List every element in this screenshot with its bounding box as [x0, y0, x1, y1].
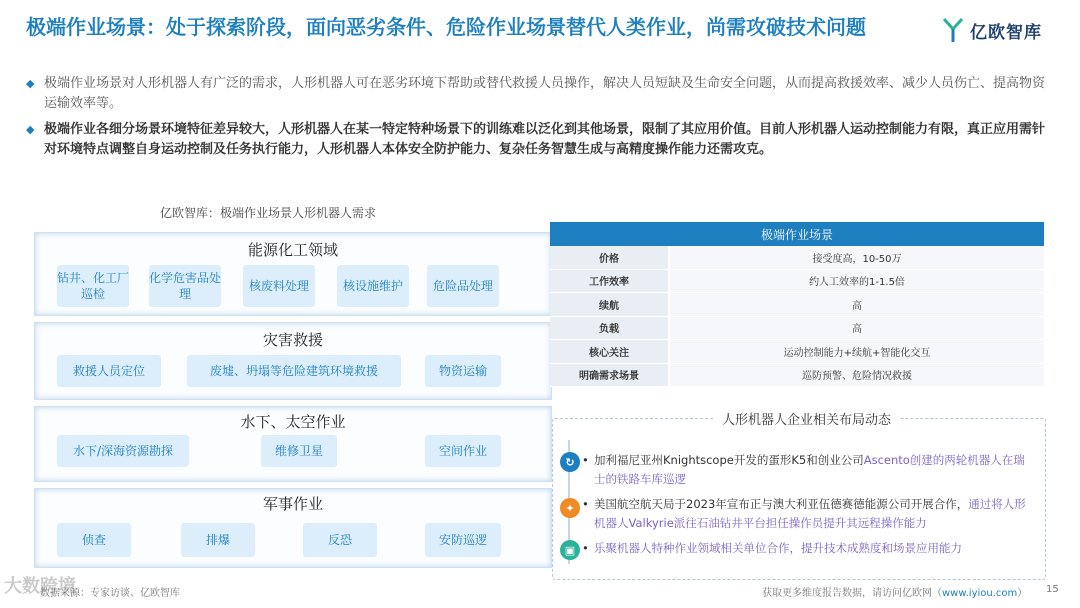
table-header-text: 极端作业场景 — [760, 227, 833, 242]
item-text: 加利福尼亚州Knightscope开发的蛋形K5和创业公司 — [594, 453, 864, 467]
brand-logo — [942, 16, 1042, 44]
item-highlight: 乐聚机器人特种作业领域相关单位合作，提升技术成熟度和场景应用能力 — [594, 541, 962, 555]
bullet-dot: • — [582, 541, 589, 555]
block-underwater-space — [34, 406, 552, 482]
chip: 排爆 — [181, 523, 255, 557]
chip: 水下/深海资源勘探 — [57, 435, 189, 467]
monitor-icon: ▣ — [560, 540, 580, 560]
row-value: 约人工效率的1-1.5倍 — [670, 270, 1044, 293]
refresh-icon: ↻ — [560, 452, 580, 472]
corner-watermark-logo: 大数跨境 — [4, 576, 76, 597]
bullet-dot: • — [582, 453, 589, 467]
bullet-item — [26, 74, 1056, 114]
footer-more-text: 获取更多维度报告数据，请访问亿欧网（ — [762, 588, 942, 599]
table-row — [550, 270, 1044, 294]
table-header — [550, 222, 1044, 246]
chip: 钻井、化工厂巡检 — [57, 265, 129, 307]
scenario-table — [550, 222, 1044, 387]
table-row — [550, 293, 1044, 317]
row-value: 高 — [670, 317, 1044, 340]
chip: 安防巡逻 — [425, 523, 501, 557]
lightbulb-icon: ✦ — [560, 498, 580, 518]
row-key: 续航 — [550, 293, 670, 316]
block-energy — [34, 232, 552, 316]
footer-close: ） — [1017, 588, 1028, 599]
bullet-dot: • — [582, 497, 589, 511]
summary-bullets — [26, 74, 1056, 166]
page-title: 极端作业场景：处于探索阶段，面向恶劣条件、危险作业场景替代人类作业，尚需攻破技术问题 — [26, 15, 866, 39]
bullet-text: 极端作业场景对人形机器人有广泛的需求，人形机器人可在恶劣环境下帮助或替代救援人员操作，解决人员短缺及生命安全问题，从而提高救援效率、减少人员伤亡、提高物资运输效率等。 — [44, 76, 1046, 111]
row-value: 巡防预警、危险情况救援 — [670, 364, 1044, 387]
block-title: 军事作业 — [262, 495, 323, 513]
left-panel-title: 亿欧智库：极端作业场景人形机器人需求 — [160, 206, 377, 220]
row-key: 负载 — [550, 317, 670, 340]
chip: 核设施维护 — [337, 265, 409, 307]
item-highlight: Ascento创建的两轮机器人在瑞士的铁路车库巡逻 — [594, 453, 1025, 486]
bullet-item — [26, 120, 1056, 160]
chip: 核废料处理 — [243, 265, 315, 307]
block-disaster — [34, 322, 552, 400]
table-row — [550, 246, 1044, 270]
block-title: 水下、太空作业 — [240, 413, 346, 431]
block-military — [34, 488, 552, 568]
dynamics-item — [582, 495, 1034, 533]
page-number: 15 — [1046, 584, 1059, 595]
logo-text: 亿欧智库 — [970, 22, 1042, 43]
chip: 物资运输 — [425, 355, 501, 387]
footer-source: 数据来源：专家访谈、亿欧智库 — [40, 588, 180, 599]
chip: 空间作业 — [425, 435, 501, 467]
block-title: 能源化工领域 — [247, 241, 338, 259]
block-title: 灾害救援 — [262, 331, 323, 349]
row-value: 运动控制能力+续航+智能化交互 — [670, 340, 1044, 363]
footer-more — [762, 584, 1027, 599]
row-value: 高 — [670, 293, 1044, 316]
row-value: 接受度高，10-50万 — [670, 246, 1044, 269]
row-key: 价格 — [550, 246, 670, 269]
yiou-logo-icon — [942, 16, 964, 44]
footer-link[interactable]: www.iyiou.com — [942, 588, 1018, 599]
dynamics-title: 人形机器人企业相关布局动态 — [714, 409, 899, 428]
chip: 化学危害品处理 — [149, 265, 221, 307]
item-highlight: 通过将人形机器人Valkyrie派往石油钻井平台担任操作员提升其远程操作能力 — [594, 497, 1026, 530]
chip: 维修卫星 — [261, 435, 337, 467]
row-key: 核心关注 — [550, 340, 670, 363]
chip: 反恐 — [303, 523, 377, 557]
chip: 危险品处理 — [427, 265, 499, 307]
diamond-icon: ◆ — [26, 123, 35, 136]
dynamics-item — [582, 539, 1034, 558]
table-row — [550, 364, 1044, 388]
table-row — [550, 317, 1044, 341]
chip: 救援人员定位 — [57, 355, 161, 387]
table-row — [550, 340, 1044, 364]
chip: 废墟、坍塌等危险建筑环境救援 — [187, 355, 401, 387]
row-key: 工作效率 — [550, 270, 670, 293]
bullet-text: 极端作业各细分场景环境特征差异较大，人形机器人在某一特定特种场景下的训练难以泛化到其他场景，限制了其应用价值。目前人形机器人运动控制能力有限，真正应用需针对环境特点调整自身运动控制及任务执行能力，人形机器人本体安全防护能力、复杂任务智慧生成与高精度操作能力还需攻克。 — [44, 122, 1046, 157]
dynamics-item — [582, 451, 1034, 489]
item-text: 美国航空航天局于2023年宣布正与澳大利亚伍德赛德能源公司开展合作， — [594, 497, 969, 511]
chip: 侦查 — [57, 523, 131, 557]
diamond-icon: ◆ — [26, 77, 35, 90]
row-key: 明确需求场景 — [550, 364, 670, 387]
